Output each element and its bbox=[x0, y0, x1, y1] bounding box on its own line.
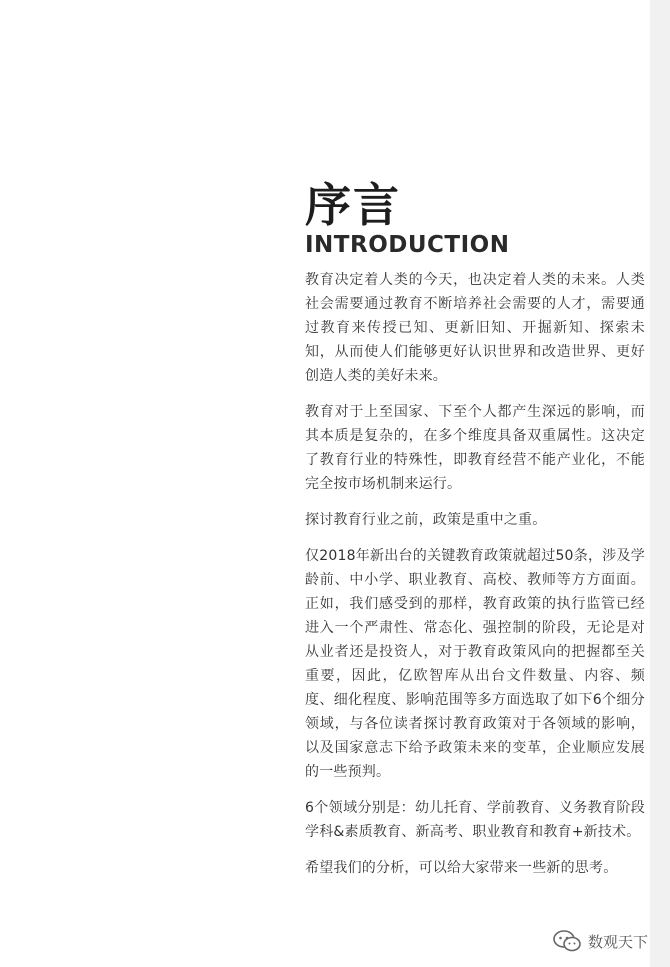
paragraph-6: 希望我们的分析，可以给大家带来一些新的思考。 bbox=[305, 860, 618, 876]
paragraph-3: 探讨教育行业之前，政策是重中之重。 bbox=[305, 512, 547, 528]
page-subtitle: INTRODUCTION bbox=[305, 232, 510, 258]
paragraph-4: 仅2018年新出台的关键教育政策就超过50条，涉及学龄前、中小学、职业教育、高校、教师等方方面面。正如，我们感受到的那样，教育政策的执行监管已经进入一个严肃性、常态化、强控制的阶段，无论是对从业者还是投资人，对于教育政策风向的把握都至关重要，因此，亿欧智库从出台文件数量、内容、频度、细化程度、影响范围等多方面选取了如下6个细分领域，与各位读者探讨教育政策对于各领域的影响，以及国家意志下给予政策未来的变革，企业顺应发展的一些预判。 bbox=[305, 548, 645, 780]
introduction-section bbox=[305, 180, 645, 892]
watermark-text: 数观天下 bbox=[587, 932, 648, 951]
right-edge-strip bbox=[650, 0, 670, 967]
wechat-icon bbox=[552, 929, 582, 953]
paragraph-2: 教育对于上至国家、下至个人都产生深远的影响，而其本质是复杂的，在多个维度具备双重属性。这决定了教育行业的特殊性，即教育经营不能产业化，不能完全按市场机制来运行。 bbox=[305, 404, 645, 492]
paragraph-5: 6个领域分别是：幼儿托育、学前教育、义务教育阶段学科&素质教育、新高考、职业教育和教育+新技术。 bbox=[305, 800, 645, 840]
page-title: 序言 bbox=[305, 178, 401, 232]
watermark bbox=[552, 929, 648, 953]
paragraph-1: 教育决定着人类的今天，也决定着人类的未来。人类社会需要通过教育不断培养社会需要的人才，需要通过教育来传授已知、更新旧知、开掘新知、探索未知，从而使人们能够更好认识世界和改造世界、更好创造人类的美好未来。 bbox=[305, 272, 645, 384]
